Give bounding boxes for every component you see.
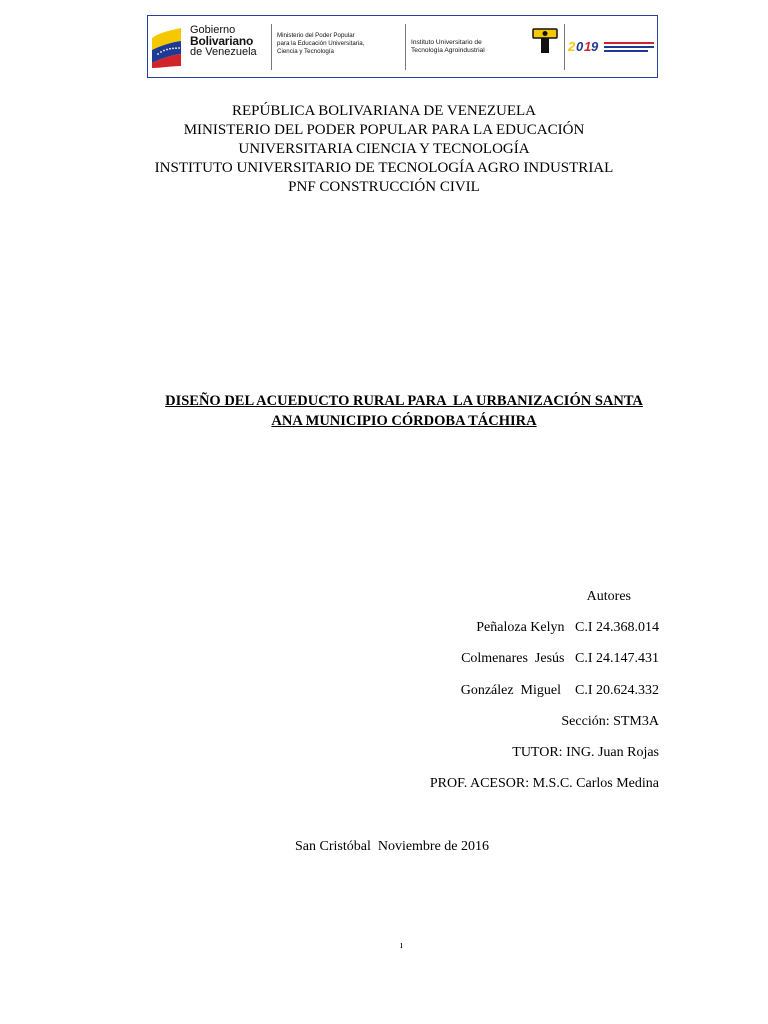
author-1: Peñaloza Kelyn C.I 24.368.014 — [476, 620, 659, 635]
institution-line-3: UNIVERSITARIA CIENCIA Y TECNOLOGÍA — [238, 141, 530, 157]
authors-heading: Autores — [586, 589, 631, 604]
title-line-1: DISEÑO DEL ACUEDUCTO RURAL PARA LA URBANIZACIÓN SANTA — [165, 393, 643, 409]
svg-text:9: 9 — [591, 39, 599, 54]
ministry-line-3: Ciencia y Tecnología — [277, 48, 334, 55]
page-mark: ı — [400, 940, 403, 951]
gobierno-bolivariano-logo-text — [190, 25, 272, 58]
author-2: Colmenares Jesús C.I 24.147.431 — [461, 651, 659, 666]
institute-line-2: Tecnología Agroindustrial — [411, 47, 485, 54]
ministry-line-1: Ministerio del Poder Popular — [277, 32, 355, 39]
plan-patria-logo-icon — [568, 36, 656, 58]
institution-line-5: PNF CONSTRUCCIÓN CIVIL — [288, 179, 480, 195]
institution-header — [0, 102, 768, 197]
place-and-date: San Cristóbal Noviembre de 2016 — [295, 839, 490, 854]
venezuela-flag-logo-icon — [150, 24, 182, 68]
institute-logo-text — [411, 39, 521, 55]
ministry-logo-text — [277, 32, 405, 56]
iuta-logo-icon — [532, 27, 558, 55]
gobierno-line-1: Gobierno — [190, 24, 236, 36]
title-line-2: ANA MUNICIPIO CÓRDOBA TÁCHIRA — [271, 413, 537, 429]
banner-divider — [271, 24, 272, 70]
section-line: Sección: STM3A — [561, 714, 659, 729]
document-title — [140, 391, 668, 431]
svg-text:1: 1 — [584, 39, 592, 54]
svg-text:0: 0 — [576, 39, 584, 54]
header-banner — [147, 15, 658, 78]
advisor-line: PROF. ACESOR: M.S.C. Carlos Medina — [429, 776, 659, 791]
gobierno-line-3: de Venezuela — [190, 46, 257, 58]
ministry-line-2: para la Educación Universitaria, — [277, 40, 365, 47]
banner-divider — [405, 24, 406, 70]
institute-line-1: Instituto Universitario de — [411, 39, 482, 46]
banner-divider — [564, 24, 565, 70]
svg-text:2: 2 — [568, 39, 576, 54]
author-3: González Miguel C.I 20.624.332 — [460, 683, 659, 698]
institution-line-4: INSTITUTO UNIVERSITARIO DE TECNOLOGÍA AGRO INDUSTRIAL — [154, 160, 614, 176]
gobierno-line-2: Bolivariano — [190, 34, 254, 48]
institution-line-2: MINISTERIO DEL PODER POPULAR PARA LA EDUCACIÓN — [183, 122, 585, 138]
tutor-line: TUTOR: ING. Juan Rojas — [512, 745, 659, 760]
institution-line-1: REPÚBLICA BOLIVARIANA DE VENEZUELA — [231, 103, 537, 119]
